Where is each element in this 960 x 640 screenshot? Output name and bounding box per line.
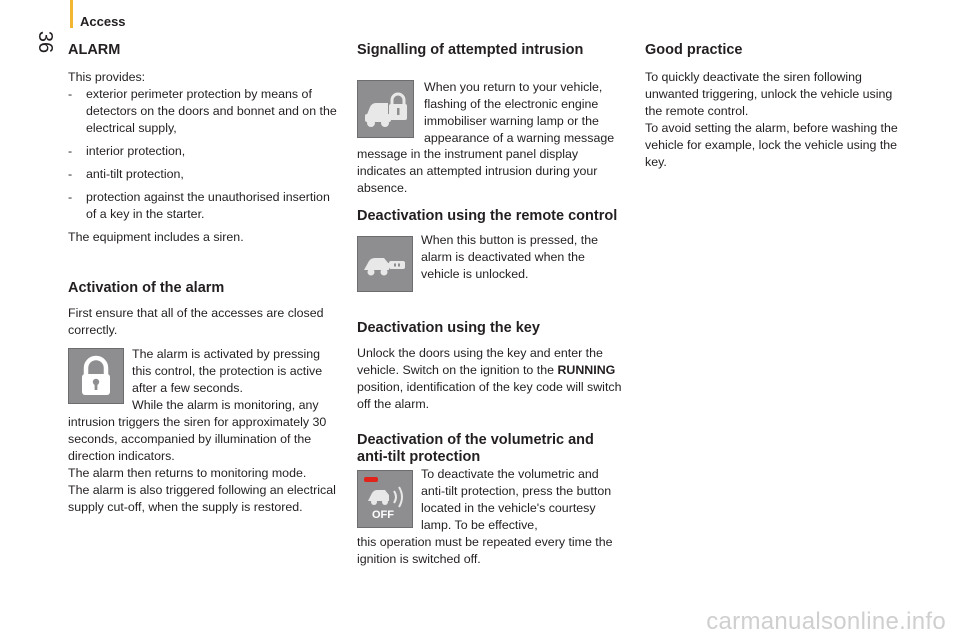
alarm-provides: This provides: [68,70,146,84]
good-practice-text-2: To avoid setting the alarm, before washing the vehicle for example, lock the vehicle using the key. [645,121,898,169]
section-title: Access [80,14,126,29]
volumetric-title: Deactivation of the volumetric and anti-tilt protection [357,432,594,465]
good-practice-title: Good practice [645,42,743,58]
list-item: - interior protection, [68,144,186,158]
page-number: 36 [34,30,56,54]
alarm-title: ALARM [68,42,121,58]
siren-text: The equipment includes a siren. [68,230,244,244]
key-text: Unlock the doors using the key and enter the vehicle. Switch on the ignition to the RUNNING position, identification of the key code will switch off the alarm. [357,346,622,411]
intrusion-text: When you return to your vehicle, flashing of the electronic engine immobiliser warning lamp or the appearance of a warning message [424,80,615,145]
volumetric-text-cont: this operation must be repeated every time the ignition is switched off. [357,535,613,566]
list-item: - anti-tilt protection, [68,167,184,181]
list-item: - exterior perimeter protection by means of detectors on the doors and bonnet and on the electrical supply, [68,87,337,135]
activation-text-top: The alarm is activated by pressing this control, the protection is active after a few seconds. [132,347,323,395]
alarm-off-button-icon [357,470,413,528]
alarm-column [68,42,340,339]
off-label: OFF [372,509,394,521]
activation-text: While the alarm is monitoring, any intrusion triggers the siren for approximately 30 seconds, accompanied by illumination of the direction indicators. The alarm then returns to monitoring mode. The alarm is also triggered following an electrical supply cut-off, when the supply is restored. [68,398,336,514]
padlock-icon [68,348,124,404]
activation-intro: First ensure that all of the accesses are closed correctly. [68,306,324,337]
car-padlock-warning-icon [357,80,414,138]
list-item: - protection against the unauthorised insertion of a key in the starter. [68,190,330,221]
section-accent-bar [70,0,73,28]
remote-title: Deactivation using the remote control [357,208,618,224]
activation-title: Activation of the alarm [68,280,225,296]
volumetric-text: To deactivate the volumetric and anti-tilt protection, press the button located in the vehicle's courtesy lamp. To be effective, [421,467,612,532]
key-title: Deactivation using the key [357,320,540,336]
intrusion-text-cont: message in the instrument panel display indicates an attempted intrusion during your absence. [357,147,598,195]
remote-text: When this button is pressed, the alarm is deactivated when the vehicle is unlocked. [421,233,599,281]
intrusion-title: Signalling of attempted intrusion [357,42,584,58]
good-practice-column [645,42,907,171]
car-key-icon [357,236,413,292]
good-practice-text-1: To quickly deactivate the siren following unwanted triggering, unlock the vehicle using the remote control. [645,70,893,118]
watermark: carmanualsonline.info [706,608,946,635]
